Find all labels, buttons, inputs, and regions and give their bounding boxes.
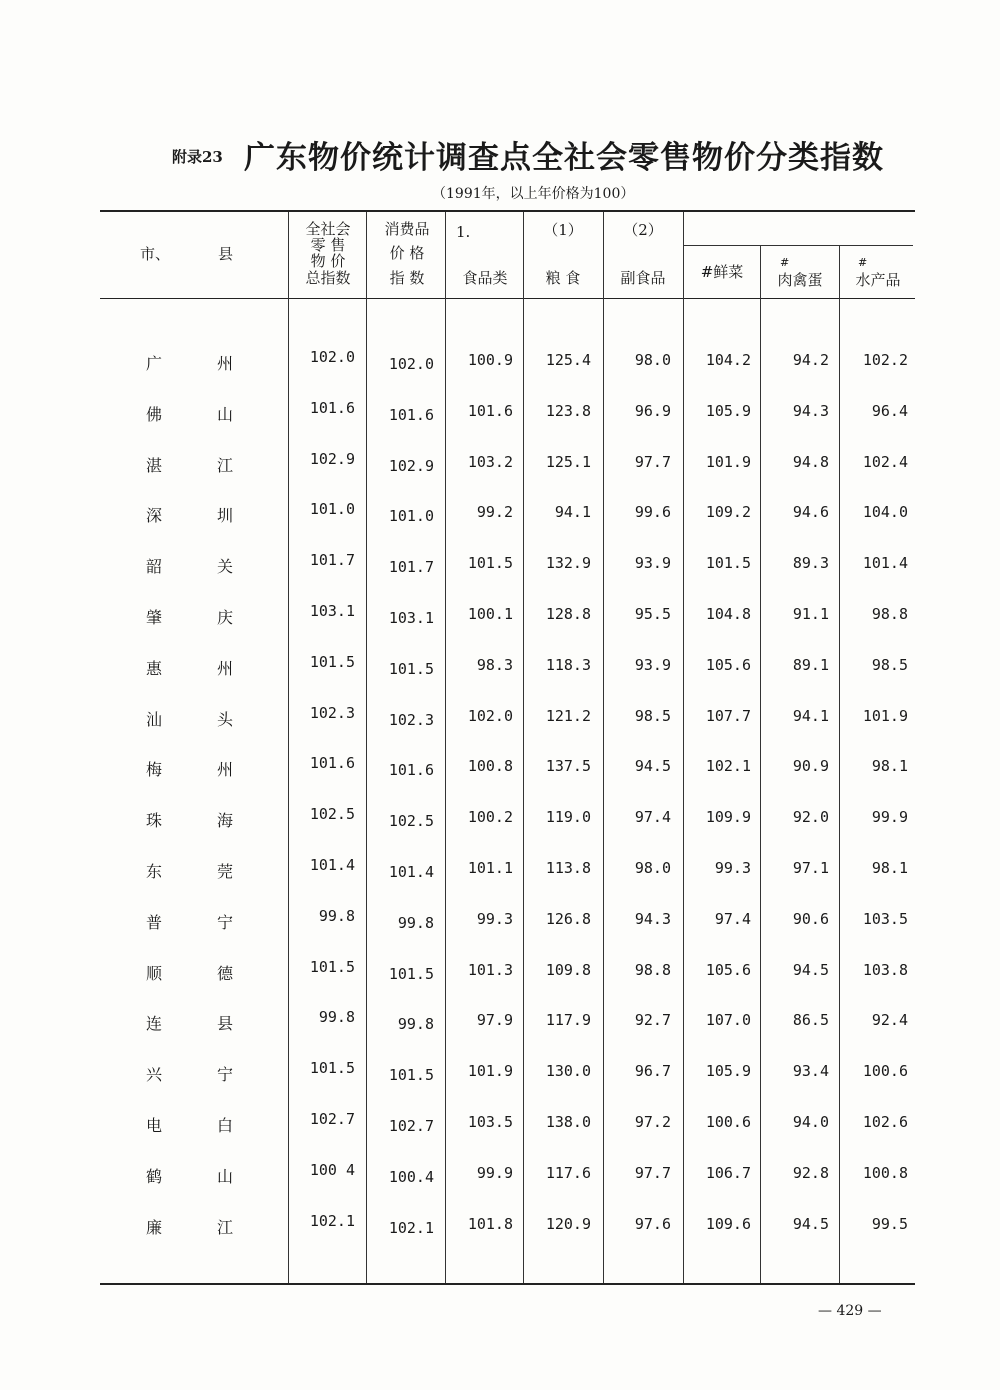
table-cell: 125.4: [545, 351, 591, 369]
table-cell: 92.0: [792, 808, 829, 826]
page-title: 广东物价统计调查点全社会零售物价分类指数: [244, 140, 884, 176]
row-city-char: 珠: [146, 811, 163, 830]
table-cell: 101.5: [388, 660, 434, 678]
table-cell: 86.5: [792, 1011, 829, 1029]
row-city-char: 庆: [217, 608, 234, 627]
table-cell: 105.6: [705, 656, 751, 674]
table-cell: 98.0: [634, 351, 671, 369]
row-city-char: 佛: [146, 405, 163, 424]
row-city-char: 深: [146, 506, 163, 525]
table-cell: 99.6: [634, 503, 671, 521]
table-cell: 102.1: [705, 757, 751, 775]
table-cell: 99.3: [714, 859, 751, 877]
table-cell: 123.8: [545, 402, 591, 420]
header-vegetables: #鲜菜: [700, 263, 744, 281]
header-food: 食品类: [462, 269, 508, 287]
table-cell: 128.8: [545, 605, 591, 623]
table-cell: 94.3: [792, 402, 829, 420]
row-city-char: 海: [217, 811, 234, 830]
row-city-char: 广: [146, 354, 163, 373]
table-cell: 100.1: [467, 605, 513, 623]
table-cell: 94.1: [792, 707, 829, 725]
header-nonstaple: 副食品: [620, 269, 666, 287]
table-cell: 105.9: [705, 402, 751, 420]
row-city-char: 湛: [146, 456, 163, 475]
table-cell: 105.6: [705, 961, 751, 979]
table-cell: 130.0: [545, 1062, 591, 1080]
table-cell: 94.2: [792, 351, 829, 369]
table-cell: 117.9: [545, 1011, 591, 1029]
subheader-rule: [683, 245, 913, 246]
row-city-char: 顺: [146, 964, 163, 983]
table-cell: 120.9: [545, 1215, 591, 1233]
table-cell: 94.1: [554, 503, 591, 521]
table-cell: 104.8: [705, 605, 751, 623]
table-cell: 107.0: [705, 1011, 751, 1029]
table-cell: 101.7: [388, 558, 434, 576]
header-bottom-rule: [100, 298, 915, 299]
table-cell: 104.2: [705, 351, 751, 369]
table-cell: 98.1: [871, 757, 908, 775]
table-cell: 101.8: [467, 1215, 513, 1233]
table-cell: 102.7: [388, 1117, 434, 1135]
table-cell: 101.5: [388, 1066, 434, 1084]
table-cell: 90.9: [792, 757, 829, 775]
header-nonstaple-number: （2）: [623, 221, 663, 239]
table-cell: 109.9: [705, 808, 751, 826]
table-cell: 101.5: [309, 958, 355, 976]
table-cell: 100.4: [388, 1168, 434, 1186]
page-number: — 429 —: [818, 1303, 882, 1319]
table-cell: 98.3: [476, 656, 513, 674]
table-cell: 109.8: [545, 961, 591, 979]
table-cell: 138.0: [545, 1113, 591, 1131]
table-cell: 94.6: [792, 503, 829, 521]
row-city-char: 东: [146, 862, 163, 881]
table-cell: 97.9: [476, 1011, 513, 1029]
table-cell: 94.3: [634, 910, 671, 928]
stub-header-county: 县: [218, 245, 234, 263]
table-cell: 89.1: [792, 656, 829, 674]
row-city-char: 兴: [146, 1065, 163, 1084]
table-cell: 102.5: [388, 812, 434, 830]
table-cell: 118.3: [545, 656, 591, 674]
row-city-char: 山: [217, 405, 234, 424]
table-cell: 101.6: [467, 402, 513, 420]
table-cell: 94.5: [634, 757, 671, 775]
table-cell: 102.1: [388, 1219, 434, 1237]
table-cell: 102.1: [309, 1212, 355, 1230]
row-city-char: 宁: [217, 913, 234, 932]
table-cell: 132.9: [545, 554, 591, 572]
row-city-char: 廉: [146, 1218, 163, 1237]
table-cell: 103.1: [388, 609, 434, 627]
table-cell: 98.8: [634, 961, 671, 979]
table-cell: 94.5: [792, 1215, 829, 1233]
row-city-char: 州: [217, 354, 234, 373]
table-cell: 101.6: [388, 406, 434, 424]
table-cell: 101.5: [705, 554, 751, 572]
table-cell: 102.6: [862, 1113, 908, 1131]
table-cell: 121.2: [545, 707, 591, 725]
table-cell: 137.5: [545, 757, 591, 775]
row-city-char: 连: [146, 1014, 163, 1033]
table-cell: 101.3: [467, 961, 513, 979]
table-cell: 90.6: [792, 910, 829, 928]
table-cell: 109.6: [705, 1215, 751, 1233]
header-food-number: 1.: [456, 223, 471, 241]
table-cell: 102.9: [309, 450, 355, 468]
row-city-char: 头: [217, 710, 234, 729]
table-cell: 101.5: [309, 1059, 355, 1077]
table-cell: 92.4: [871, 1011, 908, 1029]
header-aquatic-mark: #: [858, 256, 868, 269]
table-cell: 101.4: [388, 863, 434, 881]
table-cell: 104.0: [862, 503, 908, 521]
header-meat: 肉禽蛋: [777, 271, 823, 289]
table-cell: 97.7: [634, 1164, 671, 1182]
table-cell: 92.7: [634, 1011, 671, 1029]
table-cell: 103.5: [862, 910, 908, 928]
table-cell: 97.2: [634, 1113, 671, 1131]
table-cell: 89.3: [792, 554, 829, 572]
row-city-char: 县: [217, 1014, 234, 1033]
table-cell: 96.4: [871, 402, 908, 420]
row-city-char: 莞: [217, 862, 234, 881]
row-city-char: 州: [217, 760, 234, 779]
table-cell: 102.2: [862, 351, 908, 369]
row-city-char: 肇: [146, 608, 163, 627]
table-cell: 94.5: [792, 961, 829, 979]
table-cell: 102.9: [388, 457, 434, 475]
table-cell: 101.5: [309, 653, 355, 671]
row-city-char: 宁: [217, 1065, 234, 1084]
row-city-char: 江: [217, 1218, 234, 1237]
header-aquatic: 水产品: [855, 271, 901, 289]
table-cell: 103.2: [467, 453, 513, 471]
table-cell: 101.7: [309, 551, 355, 569]
table-cell: 101.5: [388, 965, 434, 983]
header-consumer-line3: 指 数: [389, 269, 425, 287]
table-cell: 103.1: [309, 602, 355, 620]
table-cell: 99.8: [318, 1008, 355, 1026]
table-cell: 101.9: [705, 453, 751, 471]
row-city-char: 汕: [146, 710, 163, 729]
table-cell: 102.0: [388, 355, 434, 373]
header-total-line2: 零 售: [310, 236, 346, 254]
table-cell: 101.6: [309, 754, 355, 772]
row-city-char: 梅: [146, 760, 163, 779]
row-city-char: 德: [217, 964, 234, 983]
header-meat-mark: #: [780, 256, 790, 269]
table-cell: 102.3: [388, 711, 434, 729]
table-cell: 126.8: [545, 910, 591, 928]
table-cell: 125.1: [545, 453, 591, 471]
row-city-char: 圳: [217, 506, 234, 525]
table-cell: 101.4: [309, 856, 355, 874]
header-consumer-line1: 消费品: [384, 220, 430, 238]
row-city-char: 州: [217, 659, 234, 678]
header-total-line4: 总指数: [305, 269, 351, 287]
table-cell: 101.6: [309, 399, 355, 417]
table-cell: 109.2: [705, 503, 751, 521]
table-cell: 98.8: [871, 605, 908, 623]
bottom-rule: [100, 1283, 915, 1285]
table-cell: 93.4: [792, 1062, 829, 1080]
table-cell: 97.6: [634, 1215, 671, 1233]
row-city-char: 鹤: [146, 1167, 163, 1186]
table-cell: 102.7: [309, 1110, 355, 1128]
table-cell: 99.5: [871, 1215, 908, 1233]
table-cell: 98.0: [634, 859, 671, 877]
table-cell: 97.7: [634, 453, 671, 471]
table-cell: 100.6: [705, 1113, 751, 1131]
table-cell: 100.8: [467, 757, 513, 775]
row-city-char: 白: [217, 1116, 234, 1135]
table-cell: 99.2: [476, 503, 513, 521]
table-cell: 100.2: [467, 808, 513, 826]
table-cell: 113.8: [545, 859, 591, 877]
header-grain-number: （1）: [543, 221, 583, 239]
table-cell: 100.9: [467, 351, 513, 369]
table-cell: 98.1: [871, 859, 908, 877]
table-cell: 96.9: [634, 402, 671, 420]
table-subtitle: （1991年，以上年价格为100）: [432, 186, 635, 202]
table-cell: 106.7: [705, 1164, 751, 1182]
table-cell: 99.3: [476, 910, 513, 928]
table-cell: 93.9: [634, 554, 671, 572]
table-cell: 102.0: [467, 707, 513, 725]
header-grain: 粮 食: [545, 269, 581, 287]
table-cell: 100 4: [309, 1161, 355, 1179]
table-cell: 100.8: [862, 1164, 908, 1182]
table-cell: 92.8: [792, 1164, 829, 1182]
table-cell: 101.4: [862, 554, 908, 572]
table-cell: 101.1: [467, 859, 513, 877]
row-city-char: 山: [217, 1167, 234, 1186]
table-cell: 91.1: [792, 605, 829, 623]
table-cell: 98.5: [634, 707, 671, 725]
table-cell: 119.0: [545, 808, 591, 826]
table-cell: 103.8: [862, 961, 908, 979]
row-city-char: 电: [146, 1116, 163, 1135]
appendix-label: 附录23: [172, 148, 223, 166]
row-city-char: 江: [217, 456, 234, 475]
table-cell: 102.0: [309, 348, 355, 366]
table-cell: 97.4: [714, 910, 751, 928]
table-cell: 94.8: [792, 453, 829, 471]
table-cell: 95.5: [634, 605, 671, 623]
header-consumer-line2: 价 格: [389, 244, 425, 262]
table-cell: 99.8: [318, 907, 355, 925]
table-cell: 102.4: [862, 453, 908, 471]
table-cell: 105.9: [705, 1062, 751, 1080]
header-total-line1: 全社会: [305, 220, 351, 238]
table-cell: 102.3: [309, 704, 355, 722]
table-cell: 99.8: [397, 914, 434, 932]
table-cell: 107.7: [705, 707, 751, 725]
table-cell: 99.9: [476, 1164, 513, 1182]
table-cell: 98.5: [871, 656, 908, 674]
table-cell: 102.5: [309, 805, 355, 823]
table-cell: 101.0: [309, 500, 355, 518]
table-cell: 101.9: [467, 1062, 513, 1080]
header-total-line3: 物 价: [310, 252, 346, 270]
table-cell: 99.8: [397, 1015, 434, 1033]
table-cell: 93.9: [634, 656, 671, 674]
table-cell: 94.0: [792, 1113, 829, 1131]
top-rule: [100, 210, 915, 212]
row-city-char: 普: [146, 913, 163, 932]
row-city-char: 关: [217, 557, 234, 576]
table-cell: 96.7: [634, 1062, 671, 1080]
table-cell: 100.6: [862, 1062, 908, 1080]
table-cell: 101.6: [388, 761, 434, 779]
table-cell: 101.9: [862, 707, 908, 725]
table-cell: 117.6: [545, 1164, 591, 1182]
row-city-char: 韶: [146, 557, 163, 576]
table-cell: 97.1: [792, 859, 829, 877]
table-cell: 101.0: [388, 507, 434, 525]
table-cell: 103.5: [467, 1113, 513, 1131]
table-cell: 97.4: [634, 808, 671, 826]
stub-header-city: 市、: [140, 245, 171, 263]
table-cell: 99.9: [871, 808, 908, 826]
table-cell: 101.5: [467, 554, 513, 572]
row-city-char: 惠: [146, 659, 163, 678]
